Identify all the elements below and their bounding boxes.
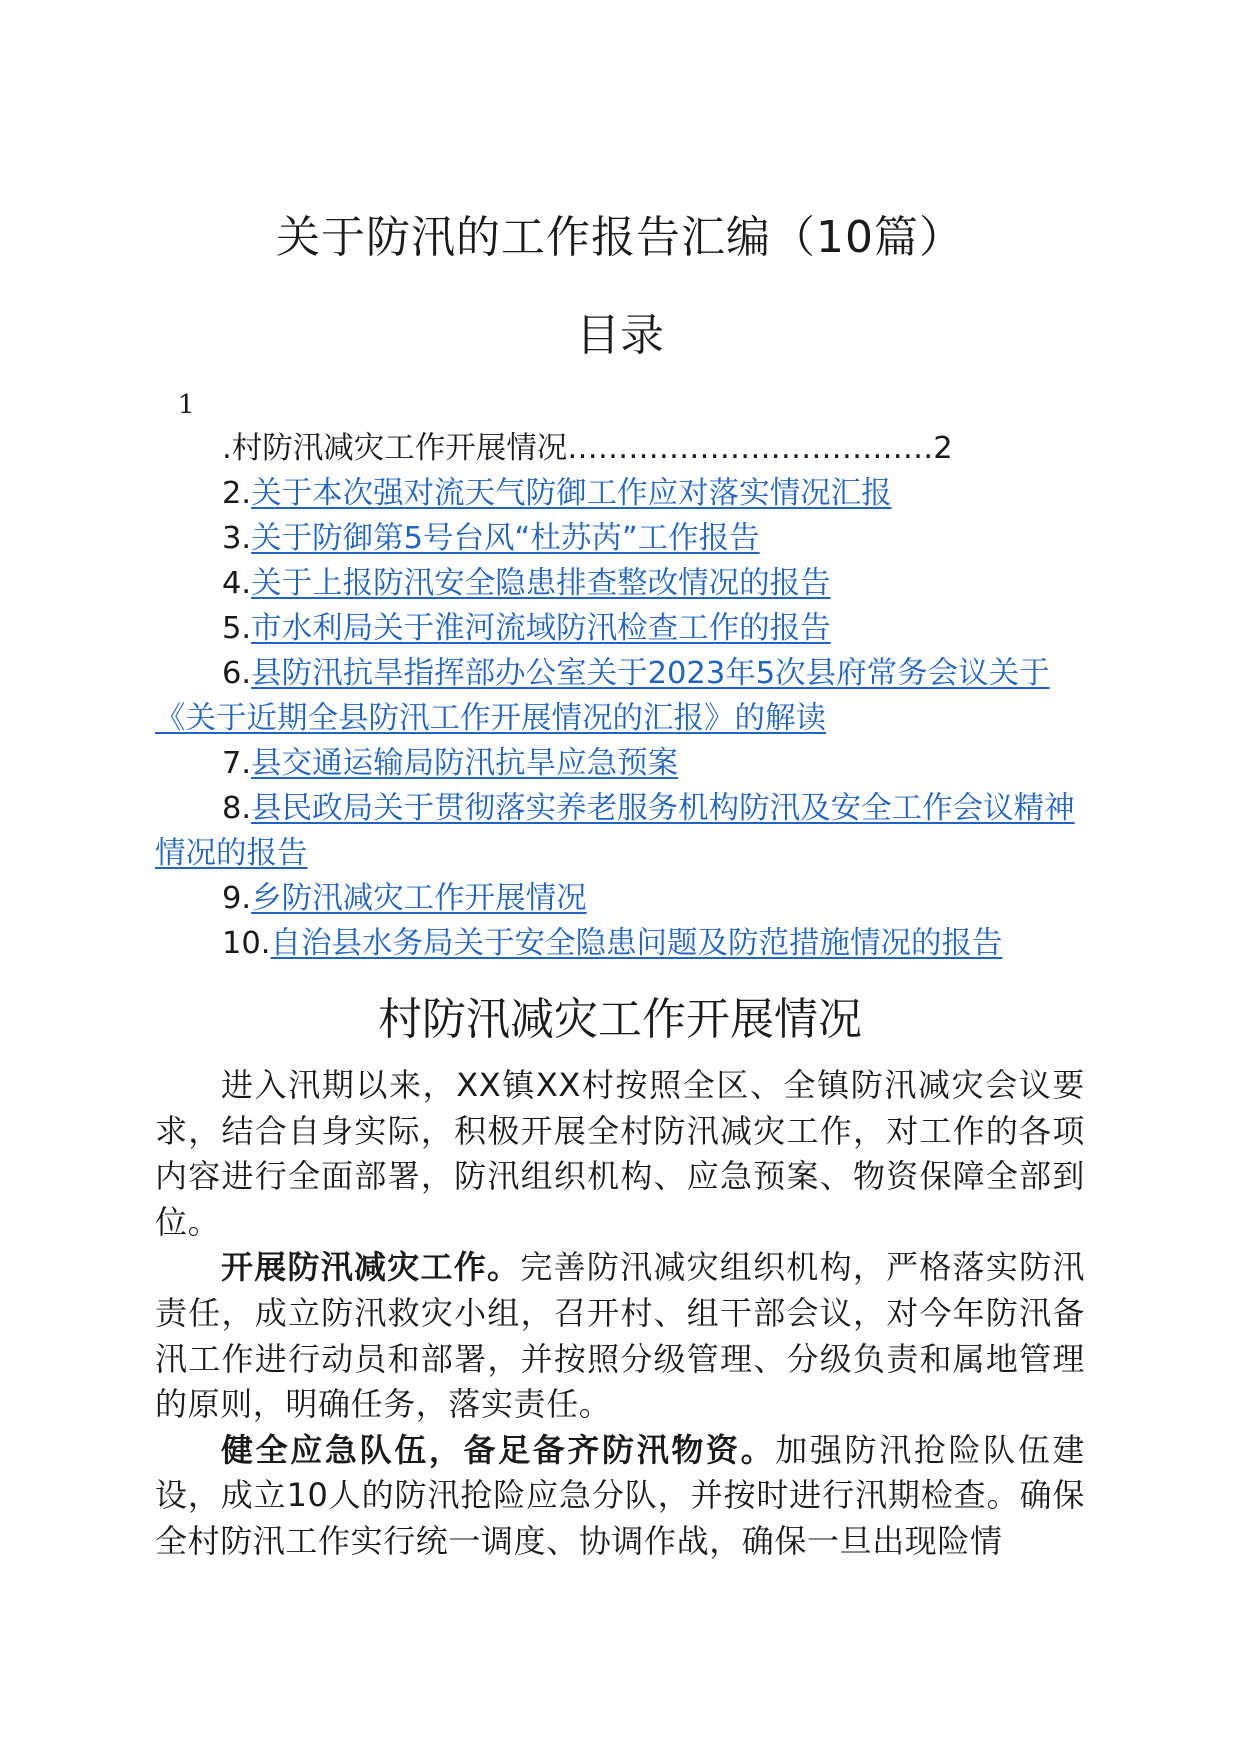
toc-item-link[interactable]: 关于上报防汛安全隐患排查整改情况的报告 xyxy=(251,566,831,601)
toc-item-5[interactable] xyxy=(155,606,1085,651)
toc-item-number: 9. xyxy=(222,881,252,916)
table-of-contents xyxy=(155,426,1085,966)
toc-item-8[interactable] xyxy=(155,786,1085,876)
toc-item-6[interactable] xyxy=(155,651,1085,741)
toc-item-1[interactable] xyxy=(155,426,1085,471)
toc-item-4[interactable] xyxy=(155,561,1085,606)
toc-item-link[interactable]: 县交通运输局防汛抗旱应急预案 xyxy=(251,746,679,781)
toc-item-7[interactable] xyxy=(155,741,1085,786)
toc-heading: 目录 xyxy=(576,310,664,361)
toc-item-link[interactable]: 市水利局关于淮河流域防汛检查工作的报告 xyxy=(251,611,831,646)
paragraph-text: 完善防汛减灾组织机构，严格落实防汛责任，成立防汛救灾小组，召开村、组干部会议，对今年防汛备汛工作进行动员和部署，并按照分级管理、分级负责和属地管理的原则，明确任务，落实责任。 xyxy=(155,1248,1086,1424)
section-body xyxy=(155,1063,1085,1565)
toc-item-number: 6. xyxy=(222,656,252,691)
toc-item-number: 7. xyxy=(222,746,252,781)
toc-item-10[interactable] xyxy=(155,921,1085,966)
body-paragraph-3 xyxy=(155,1428,1085,1565)
toc-item-2[interactable] xyxy=(155,471,1085,516)
toc-item-link[interactable]: 县防汛抗旱指挥部办公室关于2023年5次县府常务会议关于《关于近期全县防汛工作开展情况的汇报》的解读 xyxy=(155,656,1050,736)
toc-item-number: 8. xyxy=(222,791,252,826)
toc-item-9[interactable] xyxy=(155,876,1085,921)
body-paragraph-1 xyxy=(155,1063,1085,1245)
body-paragraph-2 xyxy=(155,1245,1085,1427)
toc-item-number: 3. xyxy=(222,521,252,556)
section-title: 村防汛减灾工作开展情况 xyxy=(378,994,862,1045)
toc-item-link[interactable]: 自治县水务局关于安全隐患问题及防范措施情况的报告 xyxy=(270,926,1003,961)
toc-item-link[interactable]: 关于防御第5号台风“杜苏芮”工作报告 xyxy=(251,521,760,556)
toc-first-number: 1 xyxy=(178,390,195,420)
toc-item-link[interactable]: 县民政局关于贯彻落实养老服务机构防汛及安全工作会议精神情况的报告 xyxy=(155,791,1075,871)
paragraph-text: 进入汛期以来，XX镇XX村按照全区、全镇防汛减灾会议要求，结合自身实际，积极开展全村防汛减灾工作，对工作的各项内容进行全面部署，防汛组织机构、应急预案、物资保障全部到位。 xyxy=(155,1066,1085,1241)
toc-item-number: 2. xyxy=(222,476,252,511)
paragraph-lead: 健全应急队伍，备足备齐防汛物资。 xyxy=(221,1430,776,1469)
toc-item-link[interactable]: 关于本次强对流天气防御工作应对落实情况汇报 xyxy=(251,476,892,511)
paragraph-text: 加强防汛抢险队伍建设，成立10人的防汛抢险应急分队，并按时进行汛期检查。确保全村防汛工作实行统一调度、协调作战，确保一旦出现险情 xyxy=(155,1430,1085,1560)
paragraph-lead: 开展防汛减灾工作。 xyxy=(221,1248,521,1287)
toc-item-text: .村防汛减灾工作开展情况………………………………2 xyxy=(222,431,953,466)
toc-item-link[interactable]: 乡防汛减灾工作开展情况 xyxy=(251,881,587,916)
toc-item-number: 10. xyxy=(222,926,271,961)
document-title: 关于防汛的工作报告汇编（10篇） xyxy=(276,212,964,263)
toc-item-number: 4. xyxy=(222,566,252,601)
toc-item-number: 5. xyxy=(222,611,252,646)
toc-item-3[interactable] xyxy=(155,516,1085,561)
